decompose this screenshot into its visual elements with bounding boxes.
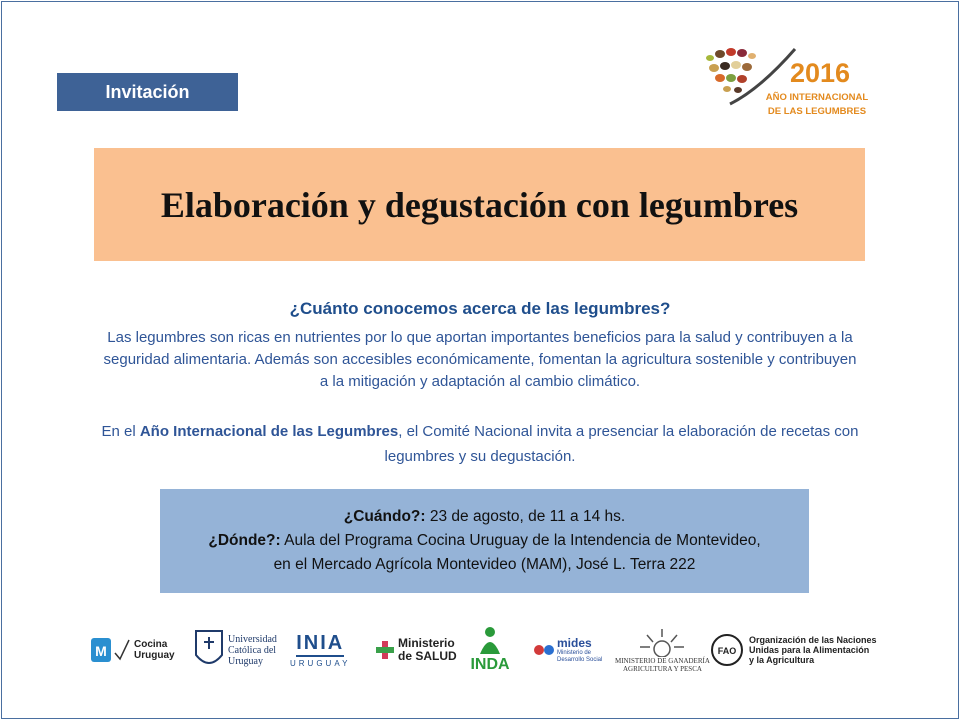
logo-line1: AÑO INTERNACIONAL: [765, 92, 869, 103]
fao-line1: Organización de las Naciones: [749, 635, 877, 645]
mides-sub2: Desarrollo Social: [557, 657, 603, 663]
inda-logo: [470, 620, 510, 680]
where-label: ¿Dónde?:: [208, 532, 281, 549]
mgap-line1: MINISTERIO DE GANADERÍA: [615, 657, 710, 665]
title-banner: [94, 148, 865, 261]
invitation-paragraph: [100, 419, 860, 469]
cocina-line1: Cocina: [134, 639, 168, 650]
fao-line2: Unidas para la Alimentación: [749, 645, 870, 655]
question-heading: ¿Cuánto conocemos acerca de las legumbres?: [289, 299, 671, 318]
inia-logo: [290, 620, 350, 680]
cocina-icon: [90, 637, 112, 663]
cocina-line2: Uruguay: [134, 650, 175, 661]
where-row-2: en el Mercado Agrícola Montevideo (MAM), José L. Terra 222: [273, 556, 696, 573]
inda-figure-icon: [470, 626, 510, 656]
inia-country: URUGUAY: [290, 659, 351, 668]
year-of-pulses-logo: [700, 44, 870, 124]
fao-emblem-icon: [710, 633, 744, 667]
health-cross-icon: [375, 640, 395, 660]
where-value: Aula del Programa Cocina Uruguay de la Intendencia de Montevideo,: [280, 532, 761, 549]
mgap-logo: [615, 620, 710, 680]
cocina-uruguay-logo: [90, 620, 175, 680]
invitation-bold: Año Internacional de las Legumbres: [139, 423, 399, 440]
ucu-line3: Uruguay: [228, 655, 263, 667]
mgap-line2: AGRICULTURA Y PESCA: [622, 665, 702, 673]
invitation-suffix: , el Comité Nacional invita a presenciar la elaboración de recetas con legumbres y su degustación.: [384, 423, 859, 465]
logo-year: 2016: [789, 58, 851, 88]
mides-sub1: Ministerio de: [557, 650, 592, 656]
msp-line1: Ministerio: [398, 636, 455, 650]
fao-line3: y la Agricultura: [749, 655, 815, 665]
sponsor-logos: [0, 620, 960, 680]
invitation-tag: Invitación: [57, 73, 238, 111]
svg-text:M: M: [95, 643, 107, 659]
mides-name: mides: [557, 636, 592, 650]
ucu-logo: [194, 620, 277, 680]
mides-logo: [533, 620, 602, 680]
invitation-prefix: En el: [101, 423, 140, 440]
inda-name: INDA: [470, 656, 510, 673]
sun-icon: [637, 627, 687, 657]
ministerio-salud-logo: [375, 620, 457, 680]
page-title: Elaboración y degustación con legumbres: [160, 184, 799, 225]
check-stroke-icon: [112, 637, 132, 663]
event-details-box: [160, 489, 809, 593]
fao-logo: [710, 620, 877, 680]
msp-line2: de SALUD: [398, 649, 457, 663]
svg-text:FAO: FAO: [717, 646, 737, 656]
mides-icon: [533, 641, 555, 659]
ucu-line1: Universidad: [228, 633, 277, 645]
ucu-shield-icon: [194, 629, 224, 671]
inia-name: INIA: [296, 632, 344, 657]
logo-line2: DE LAS LEGUMBRES: [767, 106, 867, 117]
ucu-line2: Católica del: [228, 644, 277, 656]
when-row: [160, 508, 809, 526]
when-value: 23 de agosto, de 11 a 14 hs.: [425, 508, 626, 525]
intro-paragraph: Las legumbres son ricas en nutrientes por lo que aportan importantes beneficios para la salud y contribuyen a la seguridad alimentaria. Además son accesibles económicamente, fomentan la agricultura sostenible y contribuyen a la mitigación y adaptación al cambio climático.: [103, 329, 857, 390]
where-row: [160, 532, 809, 550]
when-label: ¿Cuándo?:: [343, 508, 426, 525]
